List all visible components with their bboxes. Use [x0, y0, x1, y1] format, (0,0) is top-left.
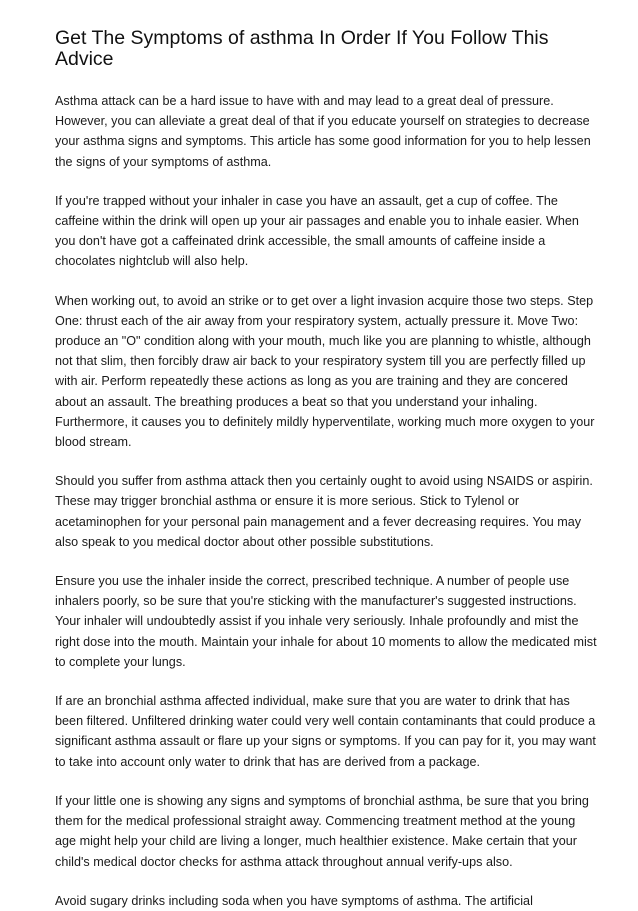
paragraph-2: If you're trapped without your inhaler in case you have an assault, get a cup of coffee. The caffeine within the drink will open up your air passages and enable you to inhale easier. When you don't have got a caffeinated drink accessible, the small amounts of caffeine inside a chocolates nightclub will also help. — [55, 193, 579, 269]
paragraph-8: Avoid sugary drinks including soda when you have symptoms of asthma. The artificial — [55, 893, 533, 908]
page-title: Get The Symptoms of asthma In Order If You Follow This Advice — [55, 27, 549, 70]
paragraph-4: Should you suffer from asthma attack then you certainly ought to avoid using NSAIDS or aspirin. These may trigger bronchial asthma or ensure it is more serious. Stick to Tylenol or acetaminophen for your personal pain management and a fever decreasing requires. You may also speak to you medical doctor about other possible substitutions. — [55, 474, 593, 549]
paragraph-5: Ensure you use the inhaler inside the correct, prescribed technique. A number of people use inhalers poorly, so be sure that you're sticking with the manufacturer's suggested instructions. Your inhaler will undoubtedly assist if you inhale very seriously. Inhale profoundly and mist the right dose into the mouth. Maintain your inhale for about 10 moments to allow the medicated mist to complete your lungs. — [55, 574, 597, 669]
paragraph-6: If are an bronchial asthma affected individual, make sure that you are water to drink that has been filtered. Unfiltered drinking water could very well contain contaminants that could produce a significant asthma assault or flare up your signs or symptoms. If you can pay for it, you may want to take into account only water to drink that has are derived from a package. — [55, 694, 596, 769]
paragraph-3: When working out, to avoid an strike or to get over a light invasion acquire those two steps. Step One: thrust each of the air away from your respiratory system, actually pressure it. Move Two: produce an "O" condition along with your mouth, much like you are planning to whistle, although not that slim, then forcibly draw air back to your respiratory system till you are perfectly filled up with air. Perform repeatedly these actions as long as you are training and they are concered about an assault. The breathing produces a beat so that you understand your inhaling. Furthermore, it causes you to definitely mildly hyperventilate, working much more oxygen to your blood stream. — [55, 293, 595, 450]
paragraph-7: If your little one is showing any signs and symptoms of bronchial asthma, be sure that you bring them for the medical professional straight away. Commencing treatment method at the young age might help your child are living a longer, much healthier existence. Make certain that your child's medical doctor checks for asthma attack throughout annual verify-ups also. — [55, 793, 589, 869]
paragraph-1: Asthma attack can be a hard issue to have with and may lead to a great deal of pressure. However, you can alleviate a great deal of that if you educate yourself on strategies to decrease your asthma signs and symptoms. This article has some good information for you to help lessen the signs of your symptoms of asthma. — [55, 94, 591, 169]
